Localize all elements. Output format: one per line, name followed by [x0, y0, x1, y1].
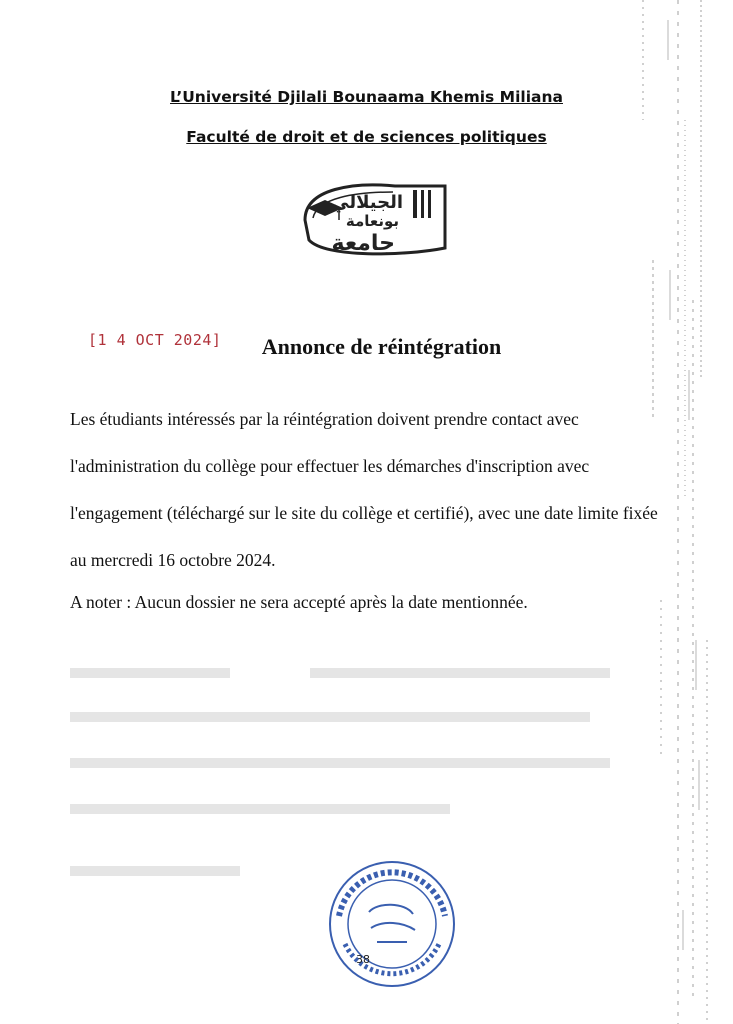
page-number: 38 — [356, 953, 370, 966]
announcement-note: A noter : Aucun dossier ne sera accepté après la date mentionnée. — [70, 592, 528, 612]
faculty-name: Faculté de droit et de sciences politiques — [186, 128, 547, 146]
logo-text-top: الجيلالي — [331, 192, 403, 213]
university-logo — [295, 178, 455, 262]
announcement-paragraph — [70, 396, 670, 584]
logo-text-bottom: جامعة — [331, 231, 395, 256]
date-stamp: [1 4 OCT 2024] — [88, 331, 222, 349]
page-title: Annonce de réintégration — [261, 334, 502, 359]
announcement-text: Les étudiants intéressés par la réintégration doivent prendre contact avec l'administration du collège pour effectuer les démarches d'inscription avec l'engagement (téléchargé sur le site du collège et certifié), avec une date limite fixée au mercredi 16 octobre 2024. — [70, 409, 658, 570]
logo-text-mid: بونعامة — [345, 212, 399, 230]
university-name: L’Université Djilali Bounaama Khemis Miliana — [170, 88, 563, 106]
official-seal — [317, 852, 467, 992]
